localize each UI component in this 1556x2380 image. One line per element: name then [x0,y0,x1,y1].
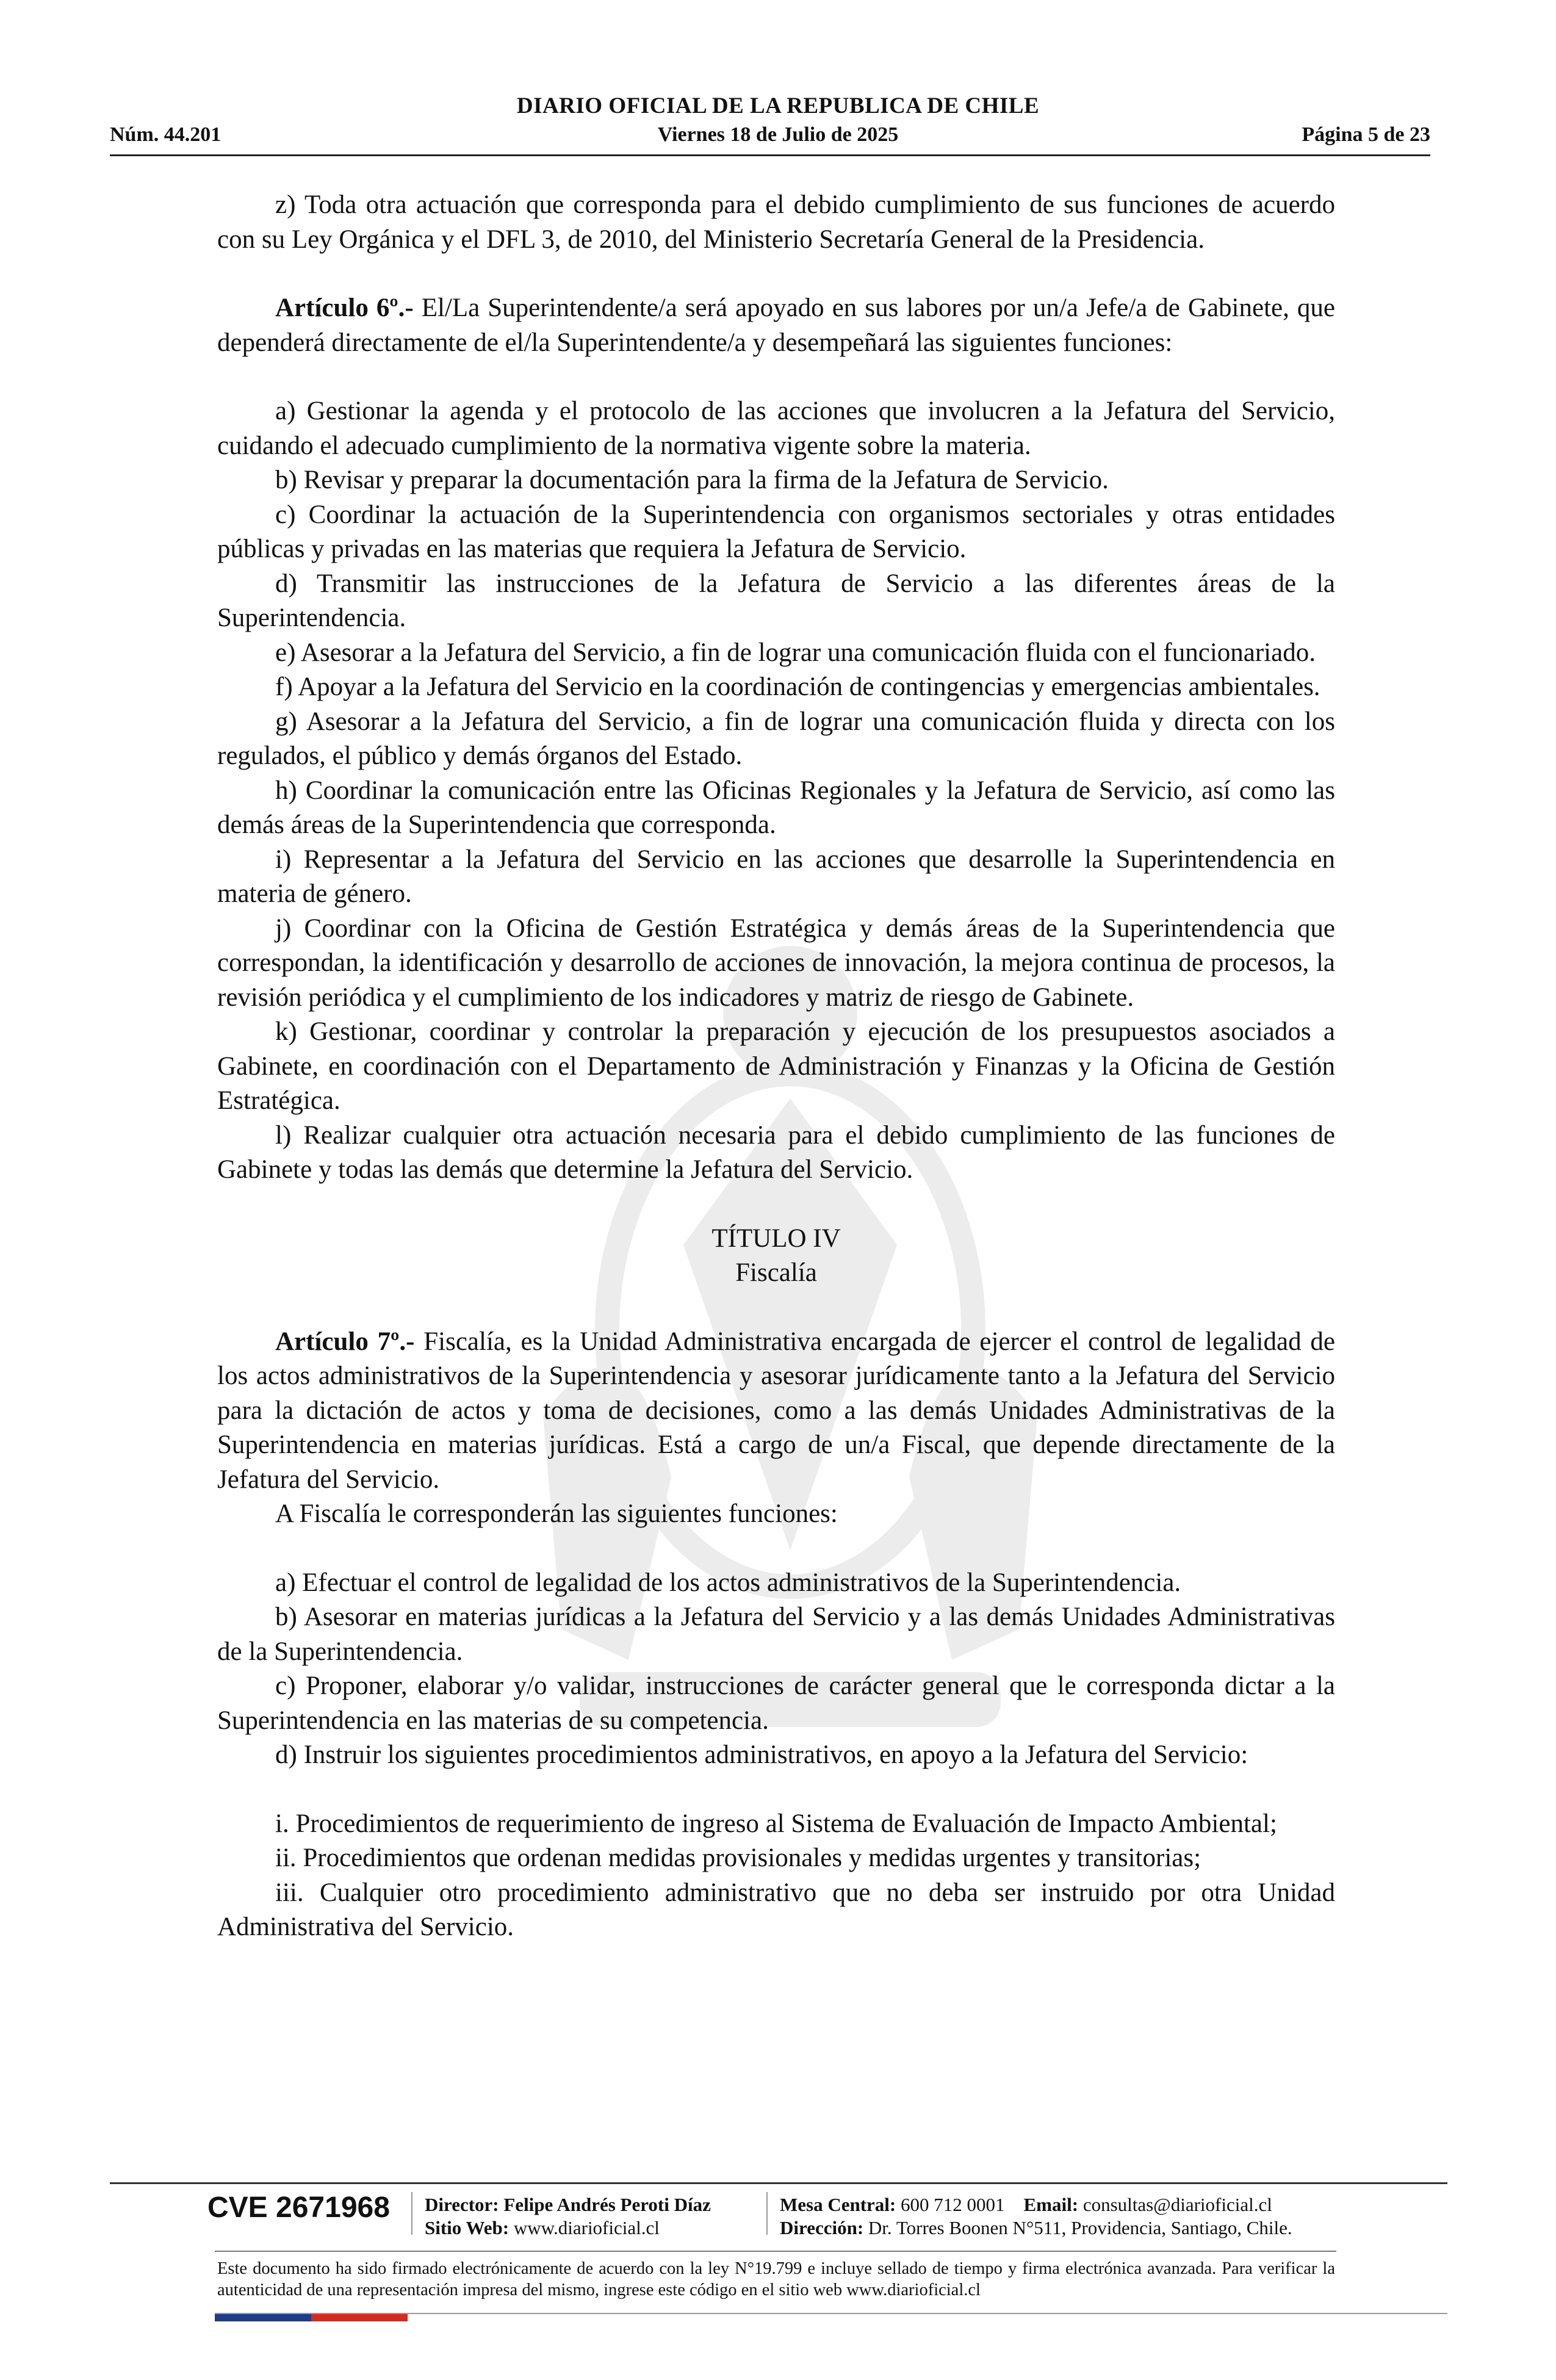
list-item: g) Asesorar a la Jefatura del Servicio, a fin de lograr una comunicación fluida y directa con los regulados, el público y demás órganos del Estado. [217,707,1335,770]
electronic-signature-note: Este documento ha sido firmado electrónicamente de acuerdo con la ley N°19.799 e incluye sellado de tiempo y firma electrónica avanzada. Para verificar la autenticidad de una representación impresa del mismo, ingrese este código en el sitio web www.diarioficial.cl [217,2259,1335,2299]
title-iv-heading: TÍTULO IV [711,1224,841,1253]
list-item: e) Asesorar a la Jefatura del Servicio, a fin de lograr una comunicación fluida con el funcionariado. [275,638,1316,667]
title-iv-name: Fiscalía [735,1258,817,1287]
article-6-paragraph [217,291,1335,360]
article-7-heading: Artículo 7º.- [275,1327,415,1356]
phone-number: 600 712 0001 [901,2194,1005,2215]
address-text: Dr. Torres Boonen N°511, Providencia, Santiago, Chile. [868,2217,1292,2238]
list-item: i. Procedimientos de requerimiento de ingreso al Sistema de Evaluación de Impacto Ambiental; [275,1809,1277,1838]
article-7-intro: A Fiscalía le corresponderán las siguientes funciones: [275,1499,838,1528]
email-link[interactable]: consultas@diarioficial.cl [1082,2194,1272,2215]
page-number: Página 5 de 23 [1302,123,1430,146]
article-6-text: El/La Superintendente/a será apoyado en sus labores por un/a Jefe/a de Gabinete, que dependerá directamente de el/la Superintendente/a y desempeñará las siguientes funciones: [217,294,1335,357]
list-item: a) Gestionar la agenda y el protocolo de las acciones que involucren a la Jefatura del Servicio, cuidando el adecuado cumplimiento de la normativa vigente sobre la materia. [217,397,1335,460]
director-name: Felipe Andrés Peroti Díaz [503,2194,711,2215]
article-6-heading: Artículo 6º.- [275,294,414,322]
list-item: k) Gestionar, coordinar y controlar la preparación y ejecución de los presupuestos asociados a Gabinete, en coordinación con el Departamento de Administración y Finanzas y la Oficina de Gestión Estratégica. [217,1017,1335,1115]
article-7-functions-list [217,1566,1335,1773]
list-item: c) Coordinar la actuación de la Superintendencia con organismos sectoriales y otras entidades públicas y privadas en las materias que requiera la Jefatura de Servicio. [217,500,1335,563]
list-item: d) Transmitir las instrucciones de la Jefatura de Servicio a las diferentes áreas de la Superintendencia. [217,569,1335,632]
gazette-title: DIARIO OFICIAL DE LA REPUBLICA DE CHILE [516,93,1040,118]
issue-date: Viernes 18 de Julio de 2025 [657,123,899,146]
flag-stripe-red [311,2314,408,2321]
list-item: ii. Procedimientos que ordenan medidas provisionales y medidas urgentes y transitorias; [275,1844,1201,1872]
list-item: j) Coordinar con la Oficina de Gestión Estratégica y demás áreas de la Superintendencia que correspondan, la identificación y desarrollo de acciones de innovación, la mejora continua de procesos, la revisión periódica y el cumplimiento de los indicadores y matriz de riesgo de Gabinete. [217,914,1335,1012]
article-7-text: Fiscalía, es la Unidad Administrativa encargada de ejercer el control de legalidad de los actos administrativos de la Superintendencia y asesorar jurídicamente tanto a la Jefatura del Servicio para la dictación de actos y toma de decisiones, como a las demás Unidades Administrativas de la Superintendencia en materias jurídicas. Está a cargo de un/a Fiscal, que depende directamente de la Jefatura del Servicio. [217,1327,1335,1494]
list-item: c) Proponer, elaborar y/o validar, instrucciones de carácter general que le corresponda dictar a la Superintendencia en las materias de su competencia. [217,1671,1335,1735]
list-item: b) Revisar y preparar la documentación para la firma de la Jefatura de Servicio. [275,466,1109,494]
footer-address: Dirección: Dr. Torres Boonen N°511, Providencia, Santiago, Chile. [780,2217,1292,2238]
list-item: iii. Cualquier otro procedimiento administrativo que no deba ser instruido por otra Unidad Administrativa del Servicio. [217,1878,1335,1941]
flag-stripe-blue [215,2314,311,2321]
document-body [217,188,1335,1945]
footer-separator [411,2192,412,2235]
website-link[interactable]: www.diarioficial.cl [513,2217,660,2238]
list-item: a) Efectuar el control de legalidad de los actos administrativos de la Superintendencia. [275,1568,1181,1597]
footer-separator [766,2192,768,2235]
header-divider [110,154,1430,156]
list-item: f) Apoyar a la Jefatura del Servicio en la coordinación de contingencias y emergencias ambientales. [275,673,1320,701]
article-7-procedures-list [217,1807,1335,1945]
cve-code: CVE 2671968 [207,2191,390,2224]
footer-contact: Mesa Central: 600 712 0001 Email: consultas@diarioficial.cl [780,2194,1272,2215]
footer-divider [110,2182,1447,2184]
article-7-paragraph [217,1325,1335,1498]
paragraph-item-z: z) Toda otra actuación que corresponda para el debido cumplimiento de sus funciones de acuerdo con su Ley Orgánica y el DFL 3, de 2010, del Ministerio Secretaría General de la Presidencia. [217,190,1335,254]
footer-website: Sitio Web: www.diarioficial.cl [425,2217,660,2238]
list-item: d) Instruir los siguientes procedimientos administrativos, en apoyo a la Jefatura del Servicio: [275,1740,1248,1769]
issue-number: Núm. 44.201 [110,123,222,146]
footer-director: Director: Felipe Andrés Peroti Díaz [425,2194,711,2215]
article-6-functions-list [217,394,1335,1188]
footer-divider [215,2251,1336,2252]
list-item: i) Representar a la Jefatura del Servicio en las acciones que desarrolle la Superintendencia en materia de género. [217,845,1335,908]
list-item: b) Asesorar en materias jurídicas a la Jefatura del Servicio y a las demás Unidades Administrativas de la Superintendencia. [217,1603,1335,1666]
list-item: h) Coordinar la comunicación entre las Oficinas Regionales y la Jefatura de Servicio, así como las demás áreas de la Superintendencia que corresponda. [217,776,1335,839]
list-item: l) Realizar cualquier otra actuación necesaria para el debido cumplimiento de las funciones de Gabinete y todas las demás que determine la Jefatura del Servicio. [217,1120,1335,1184]
